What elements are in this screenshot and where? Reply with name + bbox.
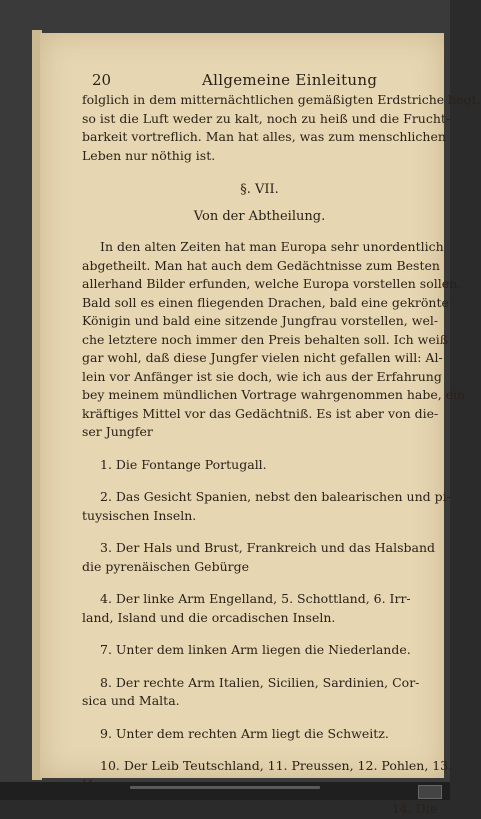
text-line: 7. Unter dem linken Arm liegen die Niederlande. bbox=[100, 642, 411, 657]
text-line: 9. Unter dem rechten Arm liegt die Schweitz. bbox=[100, 725, 389, 741]
text-line: allerhand Bilder erfunden, welche Europa vorstellen sollen. bbox=[82, 276, 462, 291]
text-line: 8. Der rechte Arm Italien, Sicilien, Sardinien, Cor- bbox=[100, 674, 420, 690]
text-line: so ist die Luft weder zu kalt, noch zu heiß und die Frucht- bbox=[82, 110, 451, 126]
text-line: bey meinem mündlichen Vortrage wahrgenommen habe, ein bbox=[82, 387, 466, 402]
page-number: 20 bbox=[92, 71, 112, 89]
text-line: tuysischen Inseln. bbox=[82, 507, 197, 523]
book-page bbox=[40, 33, 481, 816]
text-line: sica und Malta. bbox=[82, 693, 180, 708]
list-item bbox=[82, 725, 437, 744]
text-line: 4. Der linke Arm Engelland, 5. Schottland, 6. Irr- bbox=[100, 591, 411, 606]
text-line: ser Jungfer bbox=[82, 424, 153, 439]
list-item bbox=[82, 539, 437, 576]
section-title: Von der Abtheilung. bbox=[193, 208, 326, 224]
footer-caption-bar bbox=[130, 786, 320, 789]
text-line: In den alten Zeiten hat man Europa sehr unordentlich bbox=[100, 239, 444, 254]
text-line: Bald soll es einen fliegenden Drachen, bald eine gekrönte bbox=[82, 294, 449, 310]
list-item bbox=[82, 674, 437, 711]
catchword: 14. Die bbox=[391, 801, 437, 816]
viewer-footer bbox=[0, 782, 450, 800]
text-line: Leben nur nöthig ist. bbox=[82, 147, 216, 163]
text-line: die pyrenäischen Gebürge bbox=[82, 558, 250, 574]
text-line: 2. Das Gesicht Spanien, nebst den balearischen und pi- bbox=[100, 489, 451, 504]
text-line: barkeit vortreflich. Man hat alles, was zum menschlichen bbox=[82, 129, 446, 144]
text-line: abgetheilt. Man hat auch dem Gedächtnisse zum Besten bbox=[82, 257, 440, 273]
list-item bbox=[82, 590, 437, 627]
text-line: Königin und bald eine sitzende Jungfrau vorstellen, wel- bbox=[82, 313, 439, 328]
text-line: 1. Die Fontange Portugall. bbox=[100, 456, 267, 472]
text-line: kräftiges Mittel vor das Gedächtniß. Es ist aber von die- bbox=[82, 405, 439, 421]
section-number: §. VII. bbox=[240, 182, 279, 197]
running-title: Allgemeine Einleitung bbox=[202, 71, 378, 89]
list-item bbox=[82, 488, 451, 525]
page-header bbox=[92, 41, 432, 89]
text-line: lein vor Anfänger ist sie doch, wie ich aus der Erfahrung bbox=[82, 368, 442, 384]
page-text bbox=[82, 91, 481, 819]
library-logo-icon bbox=[418, 785, 442, 799]
text-line: land, Island und die orcadischen Inseln. bbox=[82, 609, 336, 625]
opening-paragraph bbox=[82, 91, 481, 165]
text-line: folglich in dem mitternächtlichen gemäßigten Erdstriche liegt, bbox=[82, 92, 481, 107]
list-item bbox=[82, 641, 437, 660]
text-line: che letztere noch immer den Preis behalten soll. Ich weiß bbox=[82, 331, 449, 347]
main-paragraph bbox=[82, 238, 466, 442]
text-line: 3. Der Hals und Brust, Frankreich und das Halsband bbox=[100, 540, 435, 555]
list-item bbox=[82, 456, 437, 475]
text-line: 10. Der Leib Teutschland, 11. Preussen, 12. Pohlen, 13. bbox=[100, 758, 453, 773]
text-line: gar wohl, daß diese Jungfer vielen nicht gefallen will: Al- bbox=[82, 350, 443, 365]
